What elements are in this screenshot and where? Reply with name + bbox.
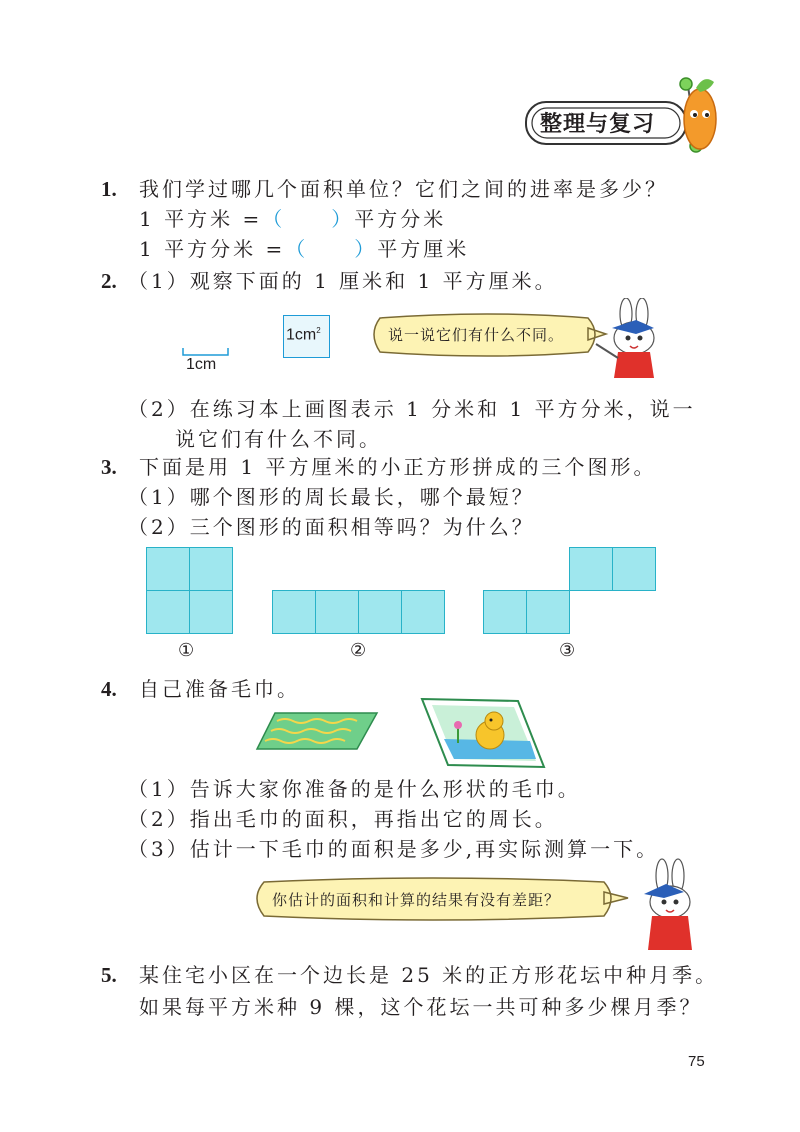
figure-3-tile — [483, 590, 527, 634]
q4-text: 自己准备毛巾。 — [139, 677, 300, 701]
one-square-cm-label: 1cm — [286, 326, 317, 344]
q3-number: 3. — [101, 455, 117, 479]
q1-line1-pre: 1 平方米 = — [139, 207, 263, 231]
figure-2 — [272, 590, 444, 634]
q5-line1: 某住宅小区在一个边长是 25 米的正方形花坛中种月季。 — [139, 963, 719, 987]
q5-number: 5. — [101, 963, 117, 987]
figure-3-tile — [612, 547, 656, 591]
figure-2-tile — [401, 590, 445, 634]
figure-3 — [483, 547, 655, 635]
q4-sub2: （2）指出毛巾的面积，再指出它的周长。 — [128, 807, 558, 831]
q2-part1: （1）观察下面的 1 厘米和 1 平方厘米。 — [128, 269, 558, 293]
header-title: 整理与复习 — [540, 112, 656, 137]
q1-line2-blank: （ ） — [285, 237, 378, 261]
q4-sub3: （3）估计一下毛巾的面积是多少,再实际测算一下。 — [128, 837, 660, 861]
one-square-cm-sup: 2 — [316, 326, 321, 335]
q1-line2-post: 平方厘米 — [377, 237, 470, 261]
figure-1 — [146, 547, 234, 635]
speech-bubble-2-text: 你估计的面积和计算的结果有没有差距？ — [272, 891, 561, 909]
figure-2-tile — [358, 590, 402, 634]
one-square-cm — [283, 315, 330, 358]
figure-2-tile — [272, 590, 316, 634]
q2-part2-line1: （2）在练习本上画图表示 1 分米和 1 平方分米，说一 — [128, 397, 696, 421]
figure-1-tile — [146, 590, 190, 634]
figure-1-tile — [146, 547, 190, 591]
q1-text: 我们学过哪几个面积单位？它们之间的进率是多少？ — [139, 177, 668, 201]
q1-line2 — [139, 235, 469, 263]
rabbit-mascot-2 — [628, 858, 708, 954]
q3-text: 下面是用 1 平方厘米的小正方形拼成的三个图形。 — [139, 455, 657, 479]
figure-3-tile — [569, 547, 613, 591]
figure-1-tile — [189, 547, 233, 591]
q1-line1 — [139, 205, 446, 233]
q5-line2: 如果每平方米种 9 棵，这个花坛一共可种多少棵月季？ — [139, 995, 703, 1019]
figure-3-label: ③ — [559, 640, 576, 661]
speech-bubble-1-text: 说一说它们有什么不同。 — [388, 326, 565, 344]
q2-part2-line2: 说它们有什么不同。 — [175, 427, 382, 451]
page-number: 75 — [688, 1053, 705, 1070]
q1-line1-post: 平方分米 — [354, 207, 447, 231]
q2-number: 2. — [101, 269, 117, 293]
one-cm-label: 1cm — [186, 356, 217, 373]
rabbit-mascot-1 — [592, 298, 672, 382]
q1-number: 1. — [101, 177, 117, 201]
header-badge — [520, 74, 720, 164]
q4-number: 4. — [101, 677, 117, 701]
q3-sub2: （2）三个图形的面积相等吗？为什么？ — [128, 515, 535, 539]
q4-sub1: （1）告诉大家你准备的是什么形状的毛巾。 — [128, 777, 581, 801]
figure-2-tile — [315, 590, 359, 634]
towel-striped-image — [255, 705, 380, 755]
q1-line1-blank: （ ） — [262, 207, 355, 231]
q1-line2-pre: 1 平方分米 = — [139, 237, 286, 261]
figure-1-tile — [189, 590, 233, 634]
figure-1-label: ① — [178, 640, 195, 661]
figure-2-label: ② — [350, 640, 367, 661]
figure-3-tile — [526, 590, 570, 634]
q3-sub1: （1）哪个图形的周长最长，哪个最短？ — [128, 485, 535, 509]
towel-duck-image — [418, 695, 548, 770]
